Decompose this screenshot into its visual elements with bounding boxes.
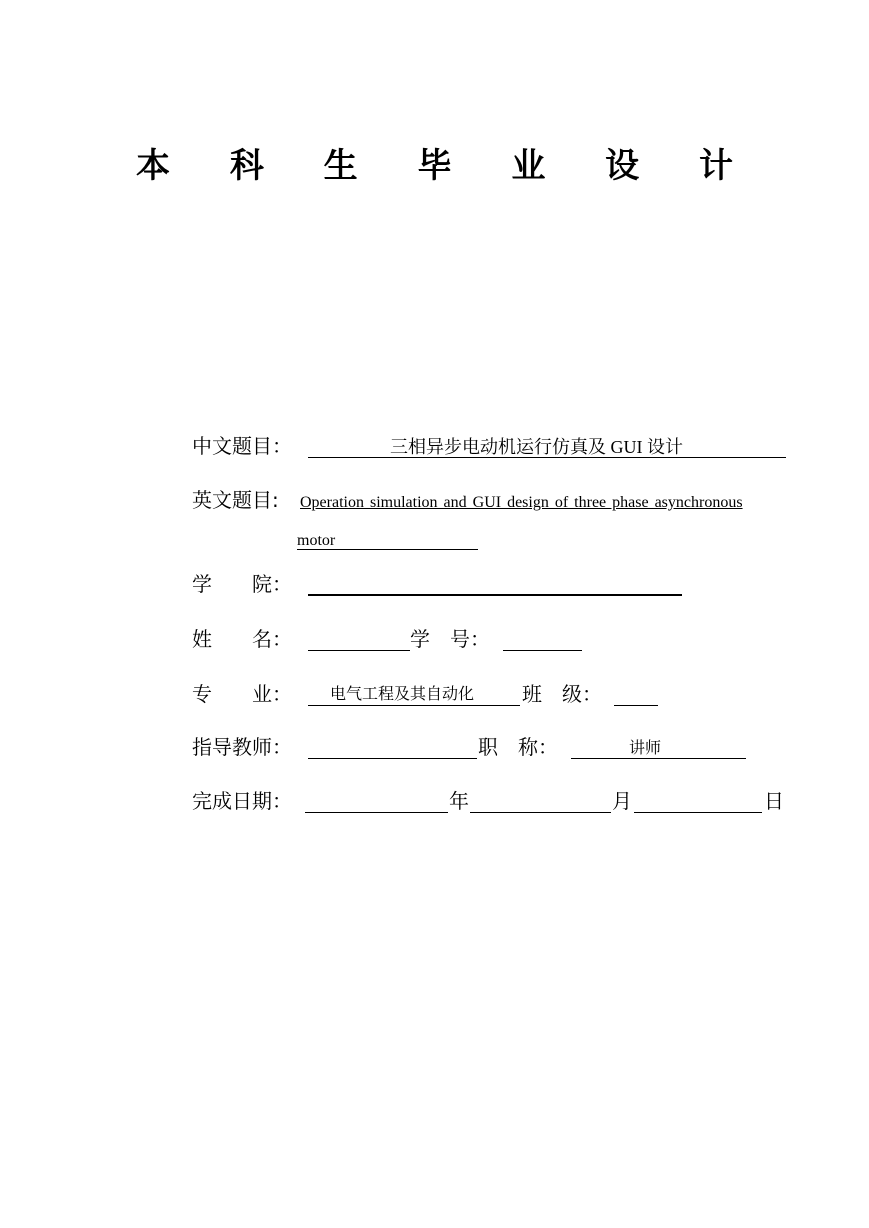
en-title-underline-2 xyxy=(297,549,478,550)
class-underline xyxy=(614,705,658,706)
advisor-label: 指导教师： xyxy=(192,735,292,759)
student-id-label: 学 号： xyxy=(410,627,490,651)
advisor-title-label: 职 称： xyxy=(478,735,558,759)
cn-title-value: 三相异步电动机运行仿真及 GUI 设计 xyxy=(390,437,683,457)
month-underline xyxy=(470,812,611,813)
day-underline xyxy=(634,812,762,813)
year-underline xyxy=(305,812,448,813)
college-underline xyxy=(308,594,682,596)
major-label: 专 业： xyxy=(192,682,292,706)
advisor-title-value: 讲师 xyxy=(629,740,662,757)
name-underline xyxy=(308,650,410,651)
advisor-underline xyxy=(308,758,477,759)
major-value: 电气工程及其自动化 xyxy=(330,686,475,703)
month-label: 月 xyxy=(612,789,632,813)
document-title: 本 科 生 毕 业 设 计 xyxy=(135,146,758,186)
day-label: 日 xyxy=(764,789,784,813)
date-label: 完成日期： xyxy=(192,789,292,813)
college-label: 学 院： xyxy=(192,572,292,596)
en-title-value-line2: motor xyxy=(297,532,336,549)
student-id-underline xyxy=(503,650,582,651)
en-title-value-line1: Operation simulation and GUI design of three phase asynchronous xyxy=(300,494,743,511)
year-label: 年 xyxy=(449,789,469,813)
cn-title-label: 中文题目： xyxy=(192,434,292,458)
en-title-label: 英文题目: xyxy=(192,488,279,512)
name-label: 姓 名： xyxy=(192,627,292,651)
class-label: 班 级： xyxy=(522,682,602,706)
